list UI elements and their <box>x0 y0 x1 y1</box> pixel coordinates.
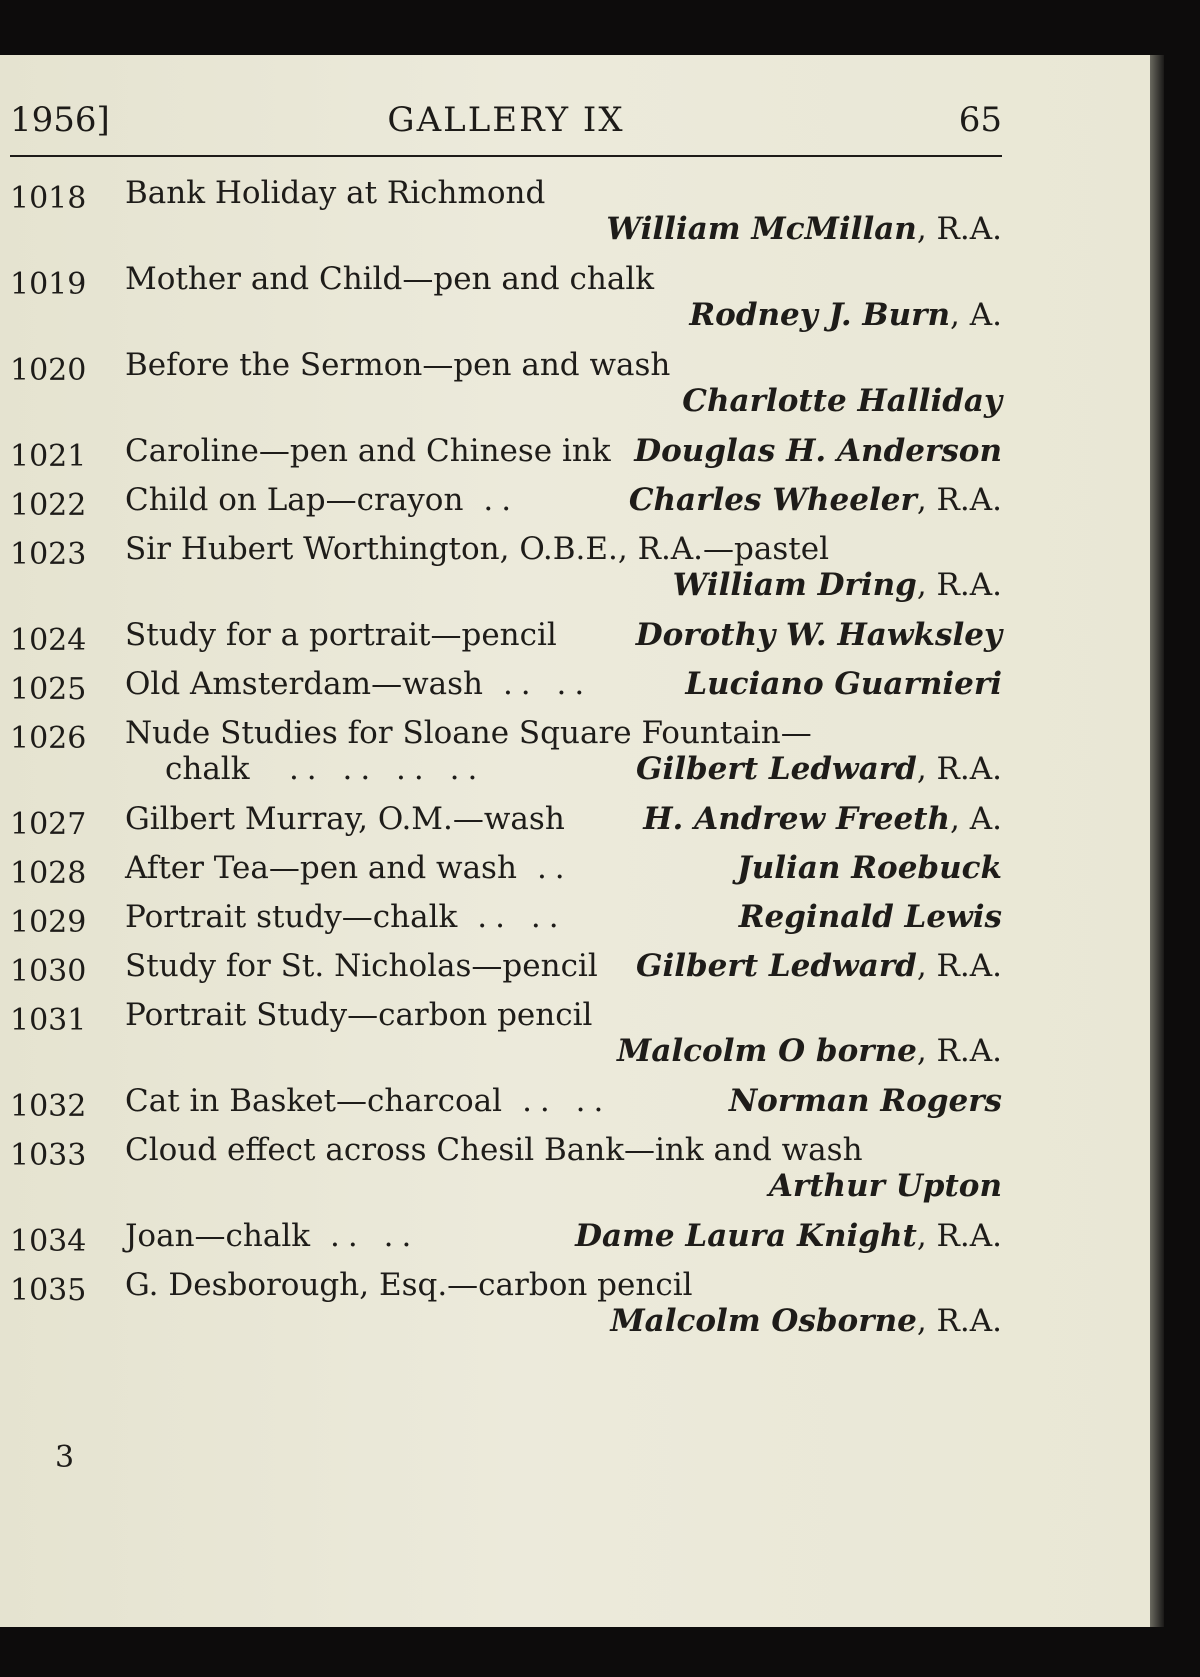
artist-name: Julian Roebuck <box>737 850 1002 886</box>
entry-title: Before the Sermon—pen and wash <box>125 347 671 383</box>
artist-honours: , R.A. <box>916 948 1002 984</box>
entry-title: Mother and Child—pen and chalk <box>125 261 655 297</box>
page-edge <box>1150 55 1164 1627</box>
entry-title: Portrait Study—carbon pencil <box>125 997 593 1033</box>
entry-number: 1025 <box>10 672 87 707</box>
entry-artist <box>685 666 1002 702</box>
catalogue-entry <box>10 899 1002 948</box>
entry-title: Sir Hubert Worthington, O.B.E., R.A.—pastel <box>125 531 829 567</box>
catalogue-entry <box>10 482 1002 531</box>
artist-name: Dorothy W. Hawksley <box>635 617 1002 653</box>
entry-number: 1024 <box>10 623 87 658</box>
artist-name: Douglas H. Anderson <box>634 433 1002 469</box>
artist-name: Reginald Lewis <box>738 899 1002 935</box>
catalogue-entry <box>10 715 1002 801</box>
page-number: 65 <box>958 100 1002 140</box>
entry-artist <box>739 899 1002 935</box>
leader-dots: .. .. <box>522 1083 612 1119</box>
artist-name: Dame Laura Knight <box>575 1218 917 1254</box>
artist-name: Malcolm O borne <box>617 1033 917 1069</box>
signature-mark: 3 <box>55 1440 75 1475</box>
catalogue-entry <box>10 997 1002 1083</box>
entry-number: 1033 <box>10 1138 87 1173</box>
running-header <box>10 100 1002 150</box>
artist-honours: , R.A. <box>916 1218 1002 1254</box>
entry-title: Cloud effect across Chesil Bank—ink and wash <box>125 1132 863 1168</box>
artist-honours: , R.A. <box>916 567 1002 603</box>
leader-dots: .. .. <box>502 666 593 702</box>
artist-name: Charles Wheeler <box>628 482 917 518</box>
entry-title: Study for a portrait—pencil <box>125 617 557 653</box>
entry-artist <box>673 567 1002 603</box>
entry-number: 1030 <box>10 954 87 989</box>
entry-number: 1031 <box>10 1003 87 1038</box>
catalogue-entry <box>10 617 1002 666</box>
leader-dots: .. <box>483 482 520 518</box>
leader-dots: .. .. .. .. <box>288 751 486 787</box>
entry-title: Bank Holiday at Richmond <box>125 175 546 211</box>
artist-name: Gilbert Ledward <box>635 948 917 984</box>
header-year: 1956] <box>10 100 110 140</box>
entry-title: Cat in Basket—charcoal <box>125 1083 503 1119</box>
entry-number: 1028 <box>10 856 87 891</box>
catalogue-entry <box>10 1218 1002 1267</box>
entry-artist <box>629 482 1002 518</box>
entry-artist <box>643 801 1002 837</box>
entry-title: Study for St. Nicholas—pencil <box>125 948 598 984</box>
entry-number: 1022 <box>10 488 87 523</box>
entry-number: 1029 <box>10 905 87 940</box>
artist-honours: , A. <box>950 801 1002 837</box>
entry-artist <box>689 297 1002 333</box>
entry-artist <box>682 383 1002 419</box>
entry-number: 1032 <box>10 1089 87 1124</box>
artist-name: William McMillan <box>606 211 917 247</box>
entry-number: 1019 <box>10 267 87 302</box>
catalogue-entry <box>10 347 1002 433</box>
catalogue-entry <box>10 1132 1002 1218</box>
entry-artist <box>636 617 1002 653</box>
header-rule <box>10 155 1002 157</box>
entry-number: 1035 <box>10 1273 87 1308</box>
catalogue-entry <box>10 666 1002 715</box>
catalogue-entry <box>10 801 1002 850</box>
entry-number: 1027 <box>10 807 87 842</box>
catalogue-entry <box>10 948 1002 997</box>
catalogue-entry <box>10 261 1002 347</box>
title-continuation: chalk <box>165 751 250 787</box>
catalogue-entry <box>10 1267 1002 1353</box>
catalogue-list <box>10 175 1002 1353</box>
entry-title: G. Desborough, Esq.—carbon pencil <box>125 1267 693 1303</box>
catalogue-entry <box>10 1083 1002 1132</box>
artist-name: Charlotte Halliday <box>682 383 1002 419</box>
entry-title: Gilbert Murray, O.M.—wash <box>125 801 565 837</box>
entry-artist <box>575 1218 1002 1254</box>
artist-name: Luciano Guarnieri <box>685 666 1002 702</box>
entry-artist <box>636 948 1002 984</box>
artist-honours: , R.A. <box>916 211 1002 247</box>
entry-title: Caroline—pen and Chinese ink <box>125 433 611 469</box>
artist-honours: , R.A. <box>916 751 1002 787</box>
entry-number: 1034 <box>10 1224 87 1259</box>
artist-name: Gilbert Ledward <box>635 751 917 787</box>
entry-artist <box>610 1303 1002 1339</box>
entry-artist <box>606 211 1002 247</box>
catalogue-entry <box>10 850 1002 899</box>
entry-artist <box>636 751 1002 787</box>
entry-title: Old Amsterdam—wash <box>125 666 483 702</box>
entry-title: After Tea—pen and wash <box>125 850 517 886</box>
artist-name: H. Andrew Freeth <box>643 801 951 837</box>
artist-honours: , A. <box>950 297 1002 333</box>
entry-number: 1026 <box>10 721 87 756</box>
artist-name: Rodney J. Burn <box>689 297 951 333</box>
entry-artist <box>737 850 1002 886</box>
leader-dots: .. .. <box>330 1218 420 1254</box>
entry-number: 1018 <box>10 181 87 216</box>
artist-name: Arthur Upton <box>768 1168 1002 1204</box>
entry-artist <box>617 1033 1002 1069</box>
entry-number: 1021 <box>10 439 87 474</box>
entry-title: Child on Lap—crayon <box>125 482 464 518</box>
artist-name: Norman Rogers <box>728 1083 1002 1119</box>
artist-honours: , R.A. <box>916 482 1002 518</box>
entry-number: 1023 <box>10 537 87 572</box>
entry-artist <box>769 1168 1002 1204</box>
entry-title: Joan—chalk <box>125 1218 311 1254</box>
entry-artist <box>634 433 1002 469</box>
entry-number: 1020 <box>10 353 87 388</box>
artist-honours: , R.A. <box>916 1303 1002 1339</box>
catalogue-entry <box>10 175 1002 261</box>
artist-name: Malcolm Osborne <box>610 1303 917 1339</box>
page-title: GALLERY IX <box>387 100 625 140</box>
leader-dots: .. <box>536 850 573 886</box>
artist-honours: , R.A. <box>916 1033 1002 1069</box>
catalogue-entry <box>10 433 1002 482</box>
entry-title: Nude Studies for Sloane Square Fountain— <box>125 715 812 751</box>
entry-artist <box>729 1083 1002 1119</box>
leader-dots: .. .. <box>477 899 567 935</box>
artist-name: William Dring <box>672 567 917 603</box>
entry-title: Portrait study—chalk <box>125 899 458 935</box>
catalogue-entry <box>10 531 1002 617</box>
